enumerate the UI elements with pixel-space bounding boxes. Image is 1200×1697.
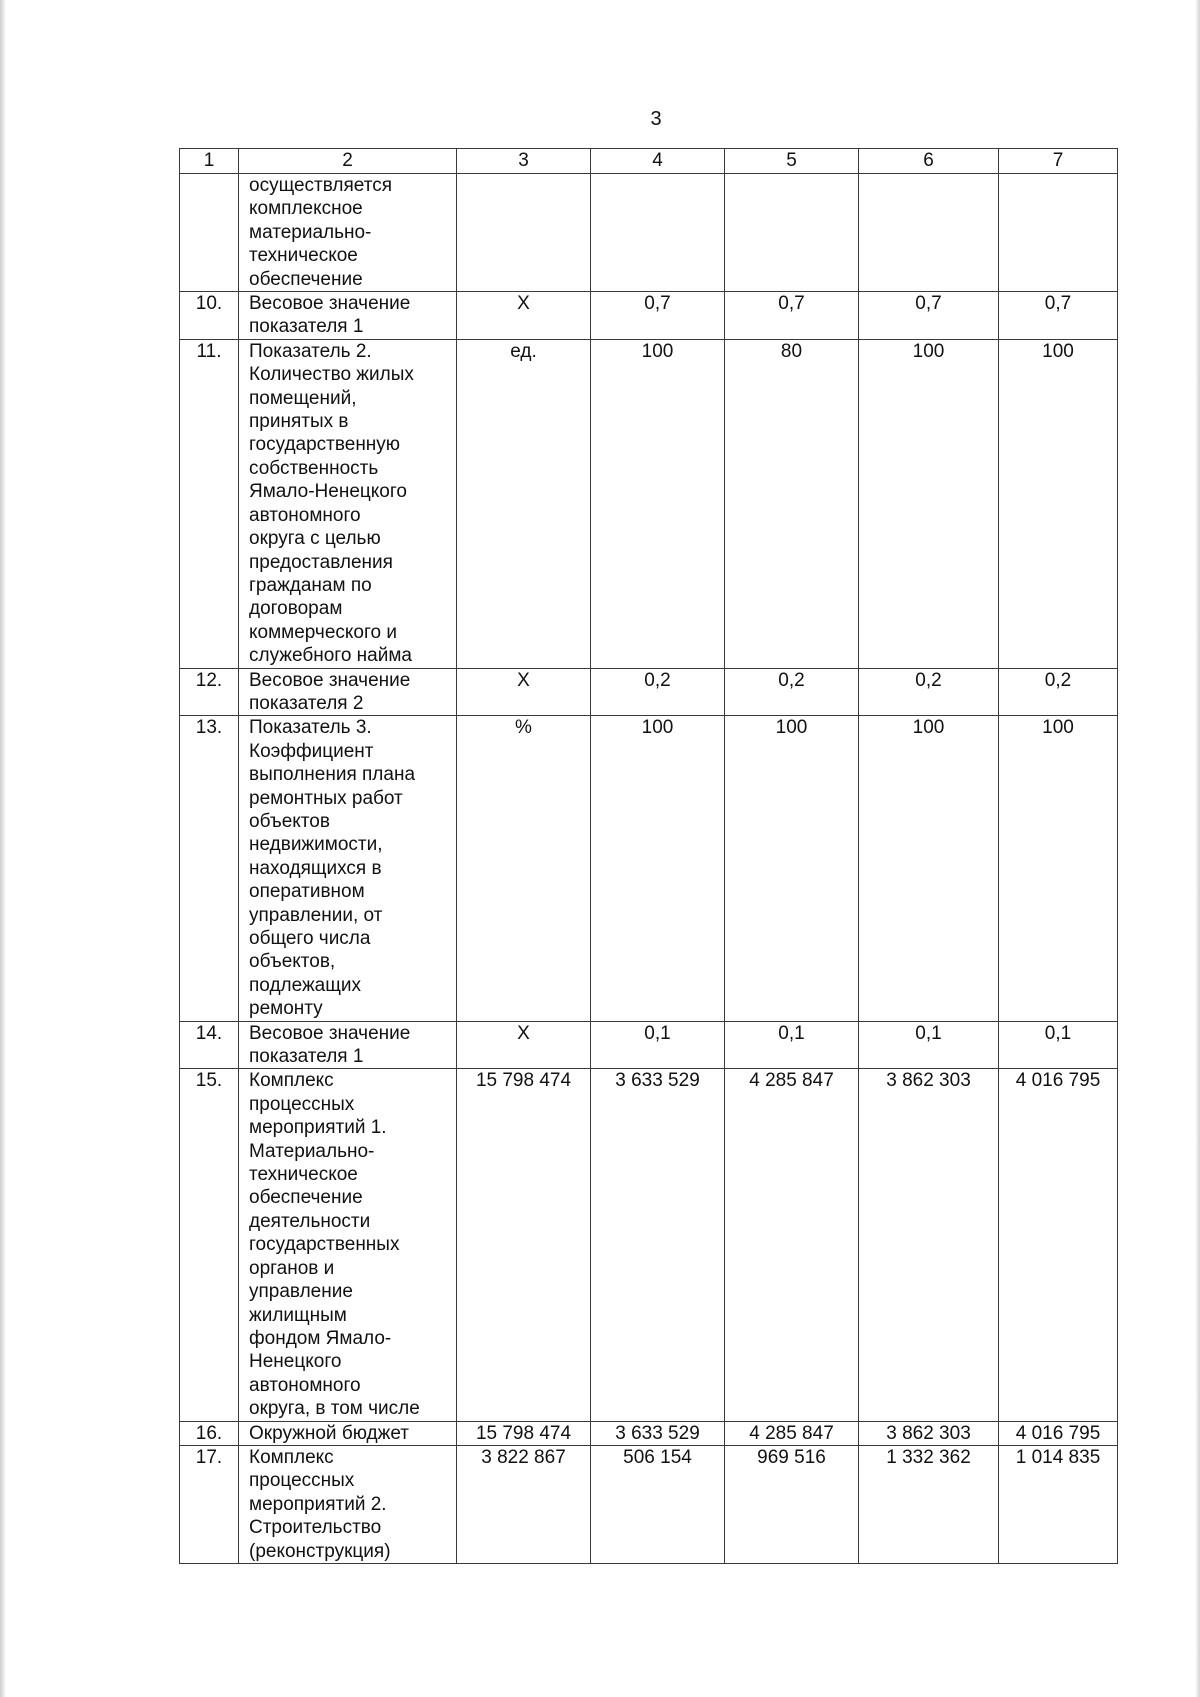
value-cell: ед.	[457, 339, 591, 668]
row-number-cell	[180, 174, 239, 292]
indicator-name-cell	[239, 668, 457, 716]
value-cell: 0,7	[725, 292, 859, 340]
value-cell: 100	[859, 339, 999, 668]
indicator-name-line: государственных	[249, 1234, 400, 1256]
value-cell: 4 285 847	[725, 1421, 859, 1445]
indicator-name-line: Весовое значение	[249, 669, 411, 691]
value-cell: 15 798 474	[457, 1421, 591, 1445]
value-cell: 100	[999, 716, 1118, 1021]
indicator-name-line: показателя 2	[249, 692, 364, 714]
indicator-name-line: объектов	[249, 810, 330, 832]
value-cell	[725, 174, 859, 292]
indicator-name-line: осуществляется	[249, 175, 393, 196]
header-cell: 5	[725, 149, 859, 174]
indicator-name-cell	[239, 1021, 457, 1069]
indicator-name-line: показателя 1	[249, 1046, 364, 1068]
value-cell: 969 516	[725, 1445, 859, 1563]
table-row	[180, 1445, 1118, 1563]
indicator-name-line: подлежащих	[249, 974, 361, 996]
value-cell: 3 862 303	[859, 1069, 999, 1421]
indicator-name-line: Комплекс	[249, 1446, 334, 1468]
table-row	[180, 1421, 1118, 1445]
indicator-name-line: Показатель 3.	[249, 717, 372, 739]
indicator-name-line: округа с целью	[249, 528, 381, 550]
table-row	[180, 668, 1118, 716]
scan-right-edge	[1196, 0, 1200, 1697]
row-number-cell: 12.	[180, 668, 239, 716]
value-cell: 3 822 867	[457, 1445, 591, 1563]
value-cell: 100	[725, 716, 859, 1021]
indicator-name-line: фондом Ямало-	[249, 1327, 392, 1349]
value-cell: 0,7	[859, 292, 999, 340]
table-row	[180, 292, 1118, 340]
indicator-name-line: помещений,	[249, 387, 357, 409]
value-cell: 15 798 474	[457, 1069, 591, 1421]
indicator-name-line: процессных	[249, 1093, 355, 1115]
value-cell: 0,2	[859, 668, 999, 716]
indicator-name-line: автономного	[249, 504, 361, 526]
indicator-name-line: Коэффициент	[249, 740, 374, 762]
indicator-name-cell	[239, 1421, 457, 1445]
indicator-name-line: договорам	[249, 598, 343, 620]
indicator-name-line: деятельности	[249, 1210, 371, 1232]
value-cell: 0,2	[591, 668, 725, 716]
indicator-name-line: Весовое значение	[249, 1022, 411, 1044]
value-cell: 0,2	[999, 668, 1118, 716]
value-cell: X	[457, 1021, 591, 1069]
value-cell: 3 862 303	[859, 1421, 999, 1445]
indicator-name-line: мероприятий 1.	[249, 1117, 387, 1139]
scan-left-edge	[0, 0, 5, 1697]
header-cell: 4	[591, 149, 725, 174]
indicator-name-line: управление	[249, 1281, 353, 1303]
indicator-name-cell	[239, 716, 457, 1021]
indicator-name-line: процессных	[249, 1470, 355, 1492]
row-number-cell: 11.	[180, 339, 239, 668]
indicator-name-line: ремонтных работ	[249, 787, 403, 809]
row-number-cell: 16.	[180, 1421, 239, 1445]
indicator-name-line: недвижимости,	[249, 834, 383, 856]
value-cell: 506 154	[591, 1445, 725, 1563]
indicator-name-line: Весовое значение	[249, 293, 411, 315]
value-cell: 100	[591, 339, 725, 668]
row-number-cell: 15.	[180, 1069, 239, 1421]
row-number-cell: 14.	[180, 1021, 239, 1069]
value-cell: 100	[591, 716, 725, 1021]
indicator-name-line: комплексное	[249, 198, 363, 220]
row-number-cell: 17.	[180, 1445, 239, 1563]
header-cell: 3	[457, 149, 591, 174]
value-cell	[859, 174, 999, 292]
indicator-name-line: ремонту	[249, 998, 323, 1020]
indicator-name-line: оперативном	[249, 881, 365, 903]
value-cell: 0,1	[591, 1021, 725, 1069]
value-cell: 0,7	[591, 292, 725, 340]
indicator-name-line: Комплекс	[249, 1070, 334, 1092]
value-cell: 100	[999, 339, 1118, 668]
table-header-row	[180, 149, 1118, 174]
indicator-name-line: обеспечение	[249, 1187, 363, 1209]
value-cell: 0,2	[725, 668, 859, 716]
indicator-name-line: органов и	[249, 1257, 335, 1279]
indicator-name-cell	[239, 292, 457, 340]
value-cell	[591, 174, 725, 292]
indicator-name-line: общего числа	[249, 928, 371, 949]
table-row	[180, 716, 1118, 1021]
indicator-name-line: принятых в	[249, 411, 349, 433]
header-cell: 7	[999, 149, 1118, 174]
indicator-name-line: материально-	[249, 221, 372, 243]
value-cell: 3 633 529	[591, 1421, 725, 1445]
indicator-name-line: выполнения плана	[249, 764, 416, 786]
value-cell: 0,1	[859, 1021, 999, 1069]
indicator-name-cell	[239, 174, 457, 292]
header-cell: 6	[859, 149, 999, 174]
indicator-name-cell	[239, 1445, 457, 1563]
indicator-name-line: техническое	[249, 1164, 358, 1186]
value-cell: 0,1	[725, 1021, 859, 1069]
indicator-name-cell	[239, 1069, 457, 1421]
indicator-name-line: государственную	[249, 434, 401, 456]
indicator-name-line: обеспечение	[249, 268, 363, 290]
indicator-name-line: техническое	[249, 245, 358, 267]
value-cell: 3 633 529	[591, 1069, 725, 1421]
row-number-cell: 10.	[180, 292, 239, 340]
value-cell: 4 016 795	[999, 1069, 1118, 1421]
indicator-name-line: Материально-	[249, 1140, 375, 1162]
indicator-name-line: мероприятий 2.	[249, 1493, 387, 1515]
value-cell: 4 016 795	[999, 1421, 1118, 1445]
table-row	[180, 1069, 1118, 1421]
value-cell: 4 285 847	[725, 1069, 859, 1421]
value-cell: 0,7	[999, 292, 1118, 340]
indicators-table	[179, 148, 1118, 1564]
indicator-name-cell	[239, 339, 457, 668]
indicator-name-line: (реконструкция)	[249, 1540, 391, 1562]
page-number: 3	[650, 108, 662, 130]
value-cell: 80	[725, 339, 859, 668]
indicator-name-line: Ненецкого	[249, 1351, 342, 1373]
table-row	[180, 1021, 1118, 1069]
header-cell: 2	[239, 149, 457, 174]
indicator-name-line: Количество жилых	[249, 364, 414, 386]
indicator-name-line: автономного	[249, 1374, 361, 1396]
value-cell	[457, 174, 591, 292]
value-cell: 100	[859, 716, 999, 1021]
indicator-name-line: находящихся в	[249, 857, 382, 879]
indicator-name-line: коммерческого и	[249, 621, 397, 643]
indicator-name-line: Показатель 2.	[249, 340, 372, 362]
table-row	[180, 174, 1118, 292]
table-body	[180, 149, 1118, 1564]
row-number-cell: 13.	[180, 716, 239, 1021]
indicator-name-line: показателя 1	[249, 316, 364, 338]
indicator-name-line: собственность	[249, 457, 379, 479]
value-cell: X	[457, 292, 591, 340]
header-cell: 1	[180, 149, 239, 174]
indicator-name-line: служебного найма	[249, 645, 412, 667]
indicator-name-line: Строительство	[249, 1517, 382, 1539]
value-cell	[999, 174, 1118, 292]
value-cell: 0,1	[999, 1021, 1118, 1069]
table-row	[180, 339, 1118, 668]
indicator-name-line: предоставления	[249, 551, 393, 573]
indicator-name-line: управлении, от	[249, 904, 383, 926]
value-cell: 1 014 835	[999, 1445, 1118, 1563]
indicator-name-line: округа, в том числе	[249, 1398, 420, 1420]
value-cell: 1 332 362	[859, 1445, 999, 1563]
indicator-name-line: гражданам по	[249, 574, 372, 596]
value-cell: X	[457, 668, 591, 716]
indicator-name-line: Окружной бюджет	[249, 1422, 409, 1444]
indicator-name-line: объектов,	[249, 951, 336, 973]
indicator-name-line: жилищным	[249, 1304, 347, 1326]
value-cell: %	[457, 716, 591, 1021]
indicator-name-line: Ямало-Ненецкого	[249, 481, 407, 503]
